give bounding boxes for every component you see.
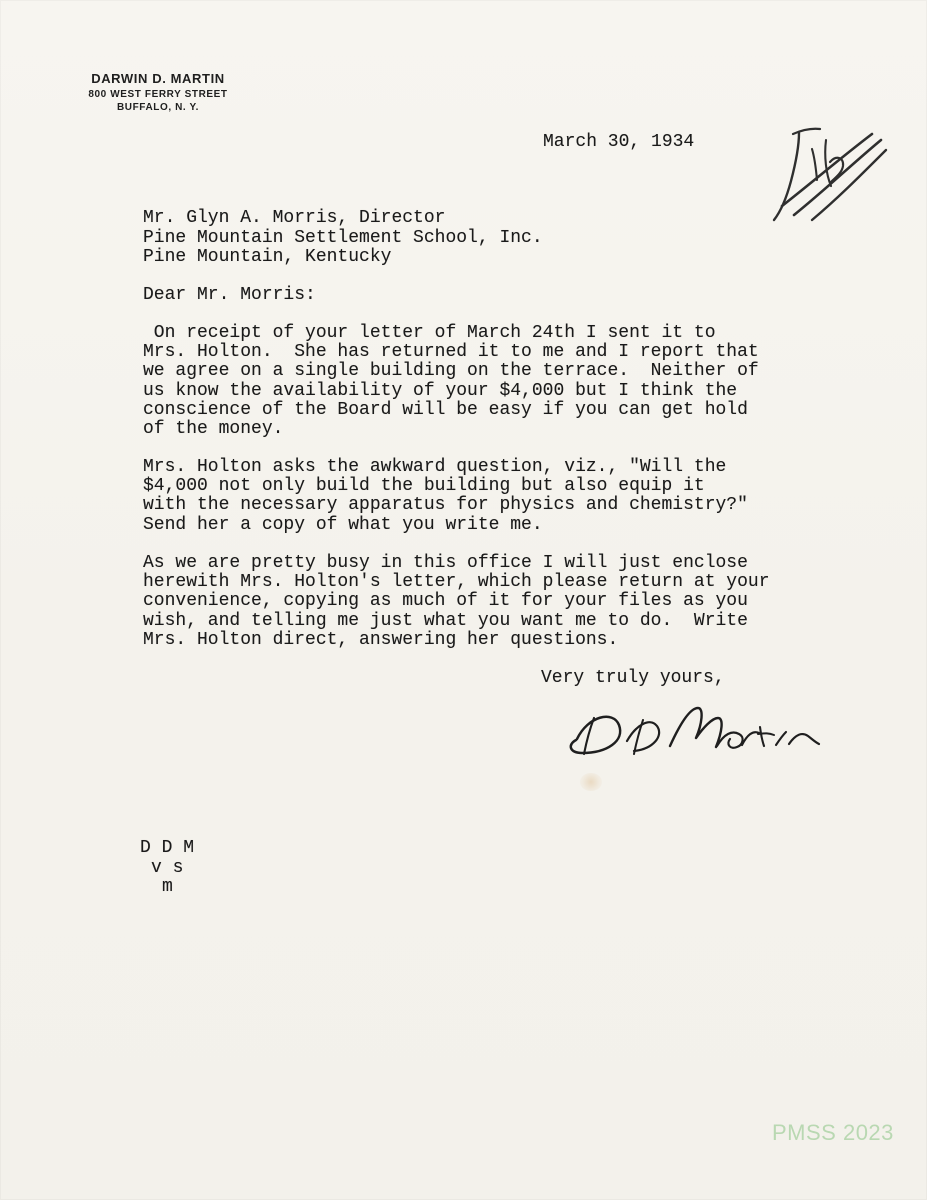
paragraph-2 [143, 458, 748, 535]
paper-stain [580, 773, 602, 791]
initials-line-2: v s [151, 858, 184, 878]
initials-line-1: D D M [140, 838, 195, 858]
recipient-line-3: Pine Mountain, Kentucky [143, 247, 392, 267]
initials-line-3: m [162, 877, 173, 897]
recipient-line-2: Pine Mountain Settlement School, Inc. [143, 228, 543, 248]
paragraph-1-line-5: conscience of the Board will be easy if you can get hold [143, 399, 748, 420]
paragraph-1-line-2: Mrs. Holton. She has returned it to me and I report that [143, 342, 759, 363]
letterhead-street: 800 WEST FERRY STREET [88, 88, 228, 100]
paragraph-2-line-2: $4,000 not only build the building but also equip it [143, 476, 705, 497]
paragraph-2-line-1: Mrs. Holton asks the awkward question, viz., "Will the [143, 457, 727, 477]
paragraph-1 [143, 324, 759, 439]
letterhead-name: DARWIN D. MARTIN [91, 71, 225, 86]
paragraph-1-line-1: On receipt of your letter of March 24th I sent it to [143, 323, 716, 343]
paragraph-3-line-5: Mrs. Holton direct, answering her questions. [143, 629, 619, 650]
paragraph-3-line-1: As we are pretty busy in this office I will just enclose [143, 553, 748, 573]
paragraph-3-line-3: convenience, copying as much of it for your files as you [143, 591, 748, 612]
paragraph-3-line-2: herewith Mrs. Holton's letter, which please return at your [143, 572, 770, 593]
letterhead [78, 70, 238, 115]
paragraph-2-line-3: with the necessary apparatus for physics and chemistry?" [143, 495, 748, 516]
handwritten-file-note [760, 120, 890, 230]
letterhead-city: BUFFALO, N. Y. [116, 102, 200, 114]
recipient-line-1: Mr. Glyn A. Morris, Director [143, 208, 446, 228]
letter-date: March 30, 1934 [543, 132, 695, 152]
paragraph-3 [143, 554, 770, 650]
paragraph-1-line-4: us know the availability of your $4,000 but I think the [143, 380, 738, 401]
paragraph-1-line-3: we agree on a single building on the terrace. Neither of [143, 361, 759, 382]
closing: Very truly yours, [541, 668, 725, 688]
paragraph-2-line-4: Send her a copy of what you write me. [143, 514, 543, 535]
paragraph-1-line-6: of the money. [143, 419, 284, 440]
signature [562, 696, 832, 768]
paragraph-3-line-4: wish, and telling me just what you want me to do. Write [143, 610, 748, 631]
watermark: PMSS 2023 [772, 1120, 894, 1145]
salutation: Dear Mr. Morris: [143, 285, 316, 305]
